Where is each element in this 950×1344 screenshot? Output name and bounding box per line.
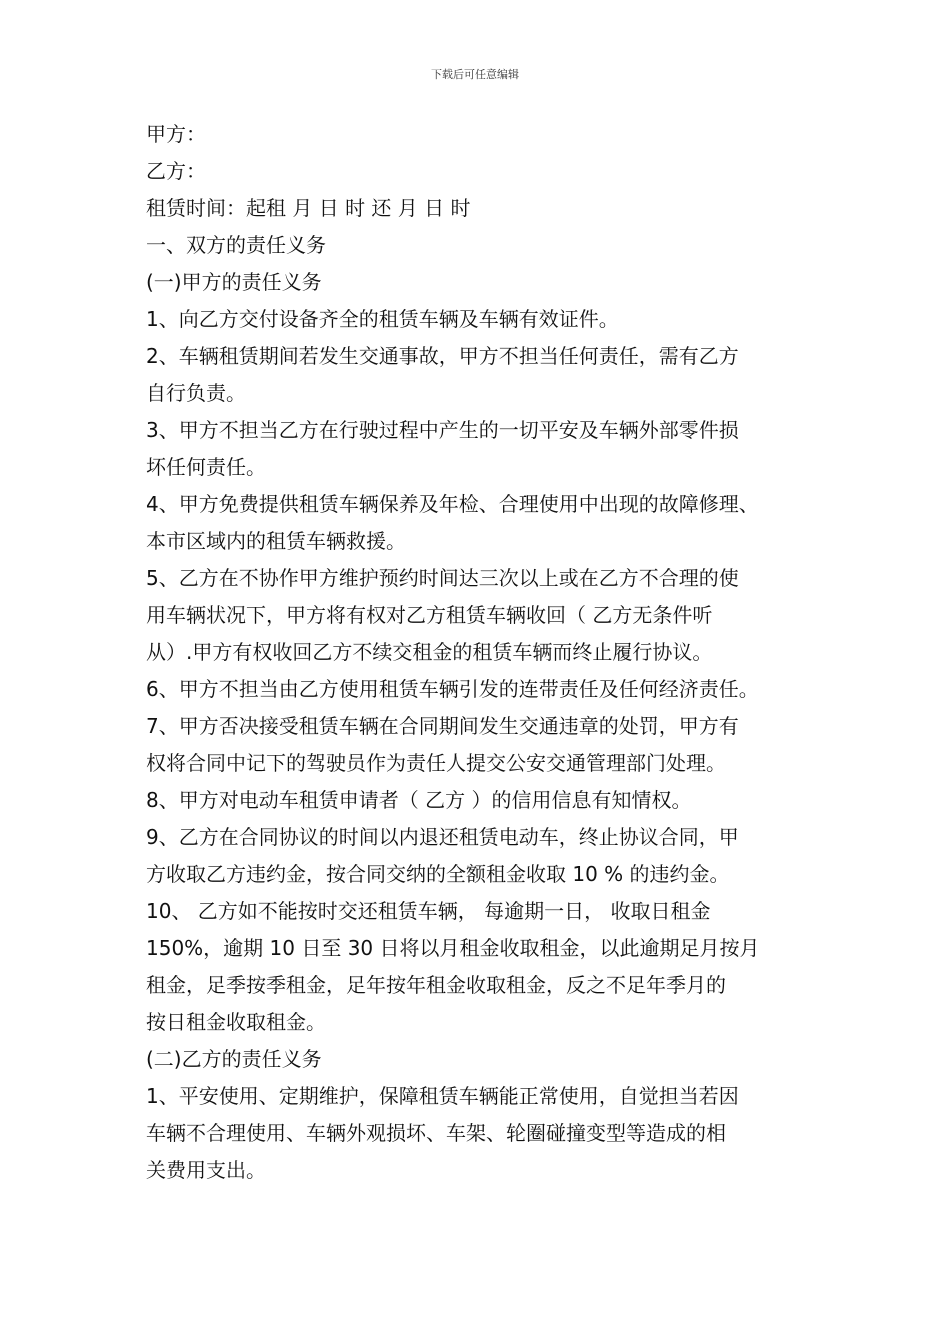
text-line: 本市区域内的租赁车辆救援。 [146,529,406,553]
text-line: 7、甲方否决接受租赁车辆在合同期间发生交通违章的处罚，甲方有 [146,714,739,738]
text-line: 乙方： [146,159,206,183]
text-line: 权将合同中记下的驾驶员作为责任人提交公安交通管理部门处理。 [146,751,726,775]
text-line: 1、向乙方交付设备齐全的租赁车辆及车辆有效证件。 [146,307,619,331]
text-line: 车辆不合理使用、车辆外观损坏、车架、轮圈碰撞变型等造成的相 [146,1121,726,1145]
section-heading: 一、双方的责任义务 [146,233,326,257]
text-line: 从）.甲方有权收回乙方不续交租金的租赁车辆而终止履行协议。 [146,640,713,664]
text-line: 10、 乙方如不能按时交还租赁车辆， 每逾期一日， 收取日租金 [146,899,711,923]
subsection-heading: (一)甲方的责任义务 [146,270,322,294]
text-line: 用车辆状况下，甲方将有权对乙方租赁车辆收回（ 乙方无条件听 [146,603,713,627]
text-line: 8、甲方对电动车租赁申请者（ 乙方 ）的信用信息有知情权。 [146,788,692,812]
page-header-note: 下载后可任意编辑 [431,68,519,81]
text-line: 按日租金收取租金。 [146,1010,326,1034]
text-line: 9、乙方在合同协议的时间以内退还租赁电动车，终止协议合同，甲 [146,825,739,849]
text-line: 关费用支出。 [146,1158,266,1182]
text-line: 租金，足季按季租金，足年按年租金收取租金，反之不足年季月的 [146,973,726,997]
text-line: 6、甲方不担当由乙方使用租赁车辆引发的连带责任及任何经济责任。 [146,677,759,701]
text-line: 5、乙方在不协作甲方维护预约时间达三次以上或在乙方不合理的使 [146,566,739,590]
text-line: 自行负责。 [146,381,246,405]
text-line: 3、甲方不担当乙方在行驶过程中产生的一切平安及车辆外部零件损 [146,418,739,442]
text-line: 甲方： [146,122,206,146]
document-body [146,116,826,1189]
text-line: 1、平安使用、定期维护，保障租赁车辆能正常使用，自觉担当若因 [146,1084,739,1108]
text-line: 租赁时间：起租 月 日 时 还 月 日 时 [146,196,471,220]
text-line: 坏任何责任。 [146,455,266,479]
text-line: 150%，逾期 10 日至 30 日将以月租金收取租金，以此逾期足月按月 [146,936,760,960]
subsection-heading: (二)乙方的责任义务 [146,1047,322,1071]
text-line: 4、甲方免费提供租赁车辆保养及年检、合理使用中出现的故障修理、 [146,492,759,516]
text-line: 方收取乙方违约金，按合同交纳的全额租金收取 10 % 的违约金。 [146,862,730,886]
text-line: 2、车辆租赁期间若发生交通事故，甲方不担当任何责任，需有乙方 [146,344,739,368]
